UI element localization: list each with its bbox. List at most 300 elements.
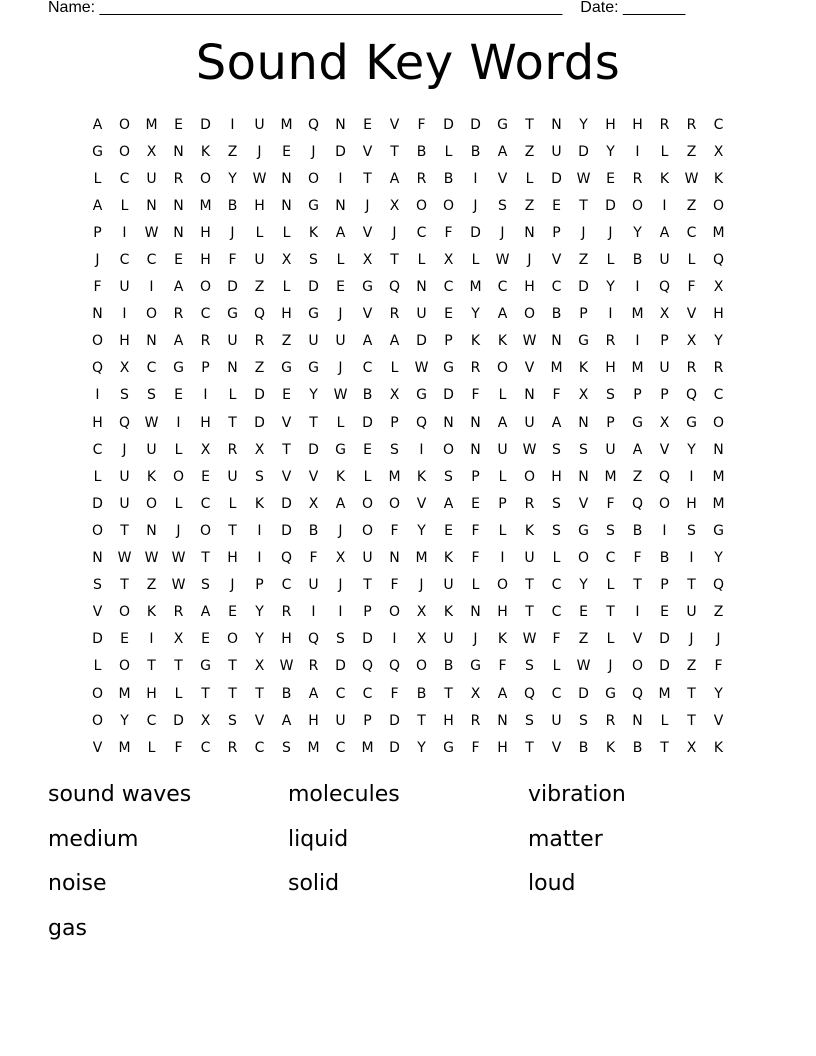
grid-letter: E [660, 604, 669, 621]
grid-letter: F [471, 387, 480, 404]
grid-letter: B [551, 306, 562, 323]
grid-letter: S [93, 577, 102, 594]
grid-letter: U [227, 333, 238, 350]
grid-letter: H [497, 604, 508, 621]
grid-letter: R [227, 441, 238, 458]
grid-letter: F [444, 224, 453, 241]
word-bank-item: sound waves [48, 782, 192, 807]
grid-letter: N [497, 712, 508, 729]
grid-letter: P [606, 414, 615, 431]
grid-letter: O [145, 495, 158, 512]
grid-letter: T [363, 170, 372, 187]
grid-letter: Y [714, 550, 723, 567]
grid-letter: Z [227, 143, 238, 160]
grid-letter: Z [632, 468, 643, 485]
grid-letter: J [500, 224, 505, 241]
grid-letter: T [201, 550, 210, 567]
grid-letter: W [144, 224, 159, 241]
grid-letter: H [524, 279, 535, 296]
grid-letter: E [471, 495, 480, 512]
grid-letter: R [470, 712, 481, 729]
grid-letter: L [363, 468, 372, 485]
grid-letter: F [390, 522, 399, 539]
grid-letter: N [173, 197, 184, 214]
grid-letter: K [146, 468, 157, 485]
grid-letter: C [362, 360, 373, 377]
grid-letter: T [228, 522, 237, 539]
grid-letter: A [173, 279, 184, 296]
grid-letter: P [633, 387, 642, 404]
grid-letter: D [308, 279, 319, 296]
grid-letter: I [230, 116, 235, 133]
grid-letter: U [308, 577, 319, 594]
grid-letter: X [308, 495, 319, 512]
grid-letter: E [282, 143, 291, 160]
grid-letter: A [281, 712, 292, 729]
grid-letter: S [336, 631, 345, 648]
grid-letter: X [335, 550, 346, 567]
grid-letter: H [713, 306, 724, 323]
grid-letter: U [416, 306, 427, 323]
grid-letter: F [606, 495, 615, 512]
grid-letter: R [173, 306, 184, 323]
grid-letter: K [146, 604, 157, 621]
grid-letter: R [686, 360, 697, 377]
grid-letter: J [338, 577, 343, 594]
grid-letter: H [200, 224, 211, 241]
grid-letter: D [335, 658, 346, 675]
grid-letter: Y [417, 739, 426, 756]
grid-letter: D [578, 279, 589, 296]
grid-letter: I [662, 197, 667, 214]
grid-letter: Q [253, 306, 266, 323]
grid-letter: J [338, 306, 343, 323]
grid-letter: X [146, 143, 157, 160]
grid-letter: M [415, 550, 428, 567]
grid-letter: B [632, 252, 643, 269]
grid-letter: K [470, 333, 481, 350]
word-bank-item: gas [48, 916, 87, 942]
grid-letter: F [93, 279, 102, 296]
grid-letter: B [632, 522, 643, 539]
grid-letter: L [336, 252, 345, 269]
grid-letter: R [389, 306, 400, 323]
grid-letter: T [120, 522, 129, 539]
grid-letter: O [118, 658, 131, 675]
grid-letter: U [524, 550, 535, 567]
word-bank-item: vibration [528, 782, 626, 807]
grid-letter: S [606, 387, 615, 404]
grid-letter: T [147, 658, 156, 675]
grid-letter: E [174, 116, 183, 133]
grid-letter: D [443, 387, 454, 404]
grid-letter: O [145, 306, 158, 323]
grid-letter: M [388, 468, 401, 485]
grid-letter: P [363, 604, 372, 621]
grid-letter: P [471, 468, 480, 485]
grid-letter: X [470, 685, 481, 702]
grid-letter: U [119, 468, 130, 485]
grid-letter: H [443, 712, 454, 729]
grid-letter: E [201, 468, 210, 485]
grid-letter: E [282, 387, 291, 404]
grid-letter: T [687, 577, 696, 594]
grid-letter: O [91, 685, 104, 702]
grid-letter: P [390, 414, 399, 431]
grid-letter: K [254, 495, 265, 512]
header-fields [48, 0, 685, 20]
grid-letter: R [632, 170, 643, 187]
grid-letter: F [471, 739, 480, 756]
grid-letter: A [308, 685, 319, 702]
grid-letter: O [496, 360, 509, 377]
grid-letter: P [363, 712, 372, 729]
grid-letter: L [552, 550, 561, 567]
grid-letter: A [497, 143, 508, 160]
grid-letter: D [578, 143, 589, 160]
grid-letter: L [687, 252, 696, 269]
grid-letter: N [92, 550, 103, 567]
grid-letter: N [416, 279, 427, 296]
grid-letter: G [173, 360, 184, 377]
grid-letter: S [228, 712, 237, 729]
grid-letter: H [686, 495, 697, 512]
grid-letter: R [605, 333, 616, 350]
grid-letter: T [255, 685, 264, 702]
grid-letter: Q [523, 685, 536, 702]
grid-letter: C [119, 170, 130, 187]
grid-letter: X [389, 387, 400, 404]
grid-letter: P [498, 495, 507, 512]
grid-letter: F [498, 658, 507, 675]
grid-letter: L [228, 495, 237, 512]
grid-letter: V [578, 495, 589, 512]
grid-letter: F [687, 279, 696, 296]
grid-letter: S [525, 658, 534, 675]
grid-letter: T [228, 685, 237, 702]
grid-letter: L [120, 197, 129, 214]
grid-letter: G [308, 306, 319, 323]
grid-letter: H [200, 414, 211, 431]
grid-letter: V [632, 631, 643, 648]
grid-letter: F [714, 658, 723, 675]
grid-letter: C [713, 387, 724, 404]
grid-letter: B [227, 197, 238, 214]
grid-letter: W [495, 252, 510, 269]
grid-letter: B [281, 685, 292, 702]
grid-letter: C [416, 224, 427, 241]
grid-letter: X [200, 712, 211, 729]
grid-letter: N [146, 197, 157, 214]
grid-letter: S [687, 522, 696, 539]
grid-letter: D [281, 495, 292, 512]
grid-letter: X [659, 306, 670, 323]
grid-letter: O [523, 306, 536, 323]
grid-letter: T [282, 441, 291, 458]
grid-letter: A [497, 306, 508, 323]
grid-letter: D [578, 685, 589, 702]
grid-letter: U [659, 252, 670, 269]
grid-letter: R [173, 170, 184, 187]
grid-letter: G [308, 360, 319, 377]
grid-letter: V [551, 252, 562, 269]
grid-letter: B [443, 170, 454, 187]
grid-letter: L [444, 143, 453, 160]
grid-letter: R [605, 712, 616, 729]
grid-letter: Y [309, 387, 318, 404]
grid-letter: T [417, 712, 426, 729]
grid-letter: R [470, 360, 481, 377]
grid-letter: L [660, 712, 669, 729]
grid-letter: R [173, 604, 184, 621]
grid-letter: O [712, 414, 725, 431]
grid-letter: D [254, 387, 265, 404]
grid-letter: Y [714, 685, 723, 702]
grid-letter: W [414, 360, 429, 377]
grid-letter: W [144, 550, 159, 567]
grid-letter: U [227, 468, 238, 485]
grid-letter: U [524, 414, 535, 431]
grid-letter: A [497, 414, 508, 431]
grid-letter: V [281, 414, 292, 431]
grid-letter: T [174, 658, 183, 675]
grid-letter: X [389, 197, 400, 214]
grid-letter: L [174, 441, 183, 458]
word-bank-item: noise [48, 871, 107, 897]
grid-letter: V [659, 441, 670, 458]
grid-letter: C [551, 604, 562, 621]
grid-letter: L [174, 685, 183, 702]
grid-letter: Y [606, 143, 615, 160]
grid-letter: A [389, 170, 400, 187]
grid-letter: U [497, 441, 508, 458]
grid-letter: O [307, 170, 320, 187]
grid-letter: F [390, 577, 399, 594]
grid-letter: E [174, 387, 183, 404]
grid-letter: E [228, 604, 237, 621]
grid-letter: X [119, 360, 130, 377]
grid-letter: Y [255, 604, 264, 621]
grid-letter: G [443, 360, 454, 377]
grid-letter: Z [254, 279, 265, 296]
grid-letter: W [279, 658, 294, 675]
grid-letter: I [203, 387, 208, 404]
grid-letter: E [363, 116, 372, 133]
grid-letter: O [118, 143, 131, 160]
grid-letter: F [552, 631, 561, 648]
grid-letter: C [146, 360, 157, 377]
grid-letter: C [605, 550, 616, 567]
grid-letter: K [497, 631, 508, 648]
grid-letter: S [120, 387, 129, 404]
grid-letter: K [578, 360, 589, 377]
grid-letter: L [417, 252, 426, 269]
grid-letter: G [335, 441, 346, 458]
grid-letter: C [254, 739, 265, 756]
grid-letter: D [551, 170, 562, 187]
grid-letter: W [333, 387, 348, 404]
grid-letter: H [254, 197, 265, 214]
grid-letter: I [689, 550, 694, 567]
grid-letter: X [362, 252, 373, 269]
grid-letter: K [713, 739, 724, 756]
grid-letter: S [606, 522, 615, 539]
grid-letter: Q [631, 685, 644, 702]
grid-letter: S [552, 441, 561, 458]
grid-letter: E [201, 631, 210, 648]
grid-letter: K [200, 143, 211, 160]
grid-letter: I [122, 306, 127, 323]
grid-letter: M [712, 495, 725, 512]
grid-letter: Z [686, 143, 697, 160]
grid-letter: A [389, 333, 400, 350]
word-bank [48, 778, 768, 957]
grid-letter: V [362, 224, 373, 241]
grid-letter: C [146, 712, 157, 729]
grid-letter: M [361, 739, 374, 756]
grid-letter: T [120, 577, 129, 594]
grid-letter: V [254, 712, 265, 729]
grid-letter: U [335, 333, 346, 350]
grid-letter: I [149, 631, 154, 648]
grid-letter: Q [307, 631, 320, 648]
grid-letter: U [254, 116, 265, 133]
grid-letter: C [713, 116, 724, 133]
grid-letter: Y [606, 279, 615, 296]
grid-letter: N [173, 224, 184, 241]
grid-letter: Q [631, 495, 644, 512]
grid-letter: Y [579, 116, 588, 133]
grid-letter: Q [361, 658, 374, 675]
grid-letter: L [390, 360, 399, 377]
grid-letter: W [522, 631, 537, 648]
grid-letter: D [335, 143, 346, 160]
grid-letter: U [443, 631, 454, 648]
grid-letter: P [660, 387, 669, 404]
grid-letter: E [444, 306, 453, 323]
grid-letter: F [309, 550, 318, 567]
grid-letter: L [93, 468, 102, 485]
grid-letter: E [336, 279, 345, 296]
grid-letter: C [686, 224, 697, 241]
grid-letter: P [660, 333, 669, 350]
grid-letter: O [91, 712, 104, 729]
grid-letter: Y [714, 333, 723, 350]
grid-letter: T [525, 604, 534, 621]
grid-letter: U [551, 143, 562, 160]
grid-letter: D [443, 116, 454, 133]
grid-letter: I [338, 604, 343, 621]
grid-letter: O [712, 197, 725, 214]
grid-letter: X [686, 333, 697, 350]
grid-letter: P [552, 224, 561, 241]
grid-letter: Q [415, 414, 428, 431]
grid-letter: F [417, 116, 426, 133]
grid-letter: G [470, 658, 481, 675]
grid-letter: J [419, 577, 424, 594]
grid-letter: N [524, 387, 535, 404]
grid-letter: F [552, 387, 561, 404]
grid-letter: I [500, 550, 505, 567]
grid-letter: Z [254, 360, 265, 377]
grid-letter: Z [713, 604, 724, 621]
grid-letter: G [281, 360, 292, 377]
word-bank-item: matter [528, 826, 603, 852]
grid-letter: S [390, 441, 399, 458]
grid-letter: C [497, 279, 508, 296]
grid-letter: A [497, 685, 508, 702]
grid-letter: I [392, 631, 397, 648]
grid-letter: H [227, 550, 238, 567]
grid-letter: V [92, 739, 103, 756]
grid-letter: K [659, 170, 670, 187]
grid-letter: G [578, 522, 589, 539]
grid-letter: D [659, 631, 670, 648]
word-bank-item: loud [528, 871, 576, 897]
grid-letter: G [605, 685, 616, 702]
grid-letter: C [119, 252, 130, 269]
grid-letter: K [416, 468, 427, 485]
grid-letter: I [122, 224, 127, 241]
grid-letter: K [443, 550, 454, 567]
grid-letter: R [200, 333, 211, 350]
grid-letter: W [576, 658, 591, 675]
grid-letter: W [144, 414, 159, 431]
grid-letter: J [230, 577, 235, 594]
grid-letter: O [523, 468, 536, 485]
grid-letter: H [605, 116, 616, 133]
grid-letter: J [473, 197, 478, 214]
grid-letter: M [118, 685, 131, 702]
grid-letter: T [309, 414, 318, 431]
grid-letter: U [551, 712, 562, 729]
grid-letter: C [335, 739, 346, 756]
grid-letter: L [282, 224, 291, 241]
grid-letter: O [442, 441, 455, 458]
grid-letter: B [470, 143, 481, 160]
grid-letter: N [551, 116, 562, 133]
grid-letter: D [254, 414, 265, 431]
grid-letter: G [308, 197, 319, 214]
grid-letter: I [257, 550, 262, 567]
date-field-label: Date: _______ [580, 0, 686, 16]
page-title: Sound Key Words [195, 35, 621, 91]
grid-letter: O [361, 522, 374, 539]
grid-letter: Y [633, 224, 642, 241]
grid-letter: T [390, 143, 399, 160]
grid-letter: D [227, 279, 238, 296]
grid-letter: O [118, 604, 131, 621]
grid-letter: D [281, 522, 292, 539]
grid-letter: W [252, 170, 267, 187]
grid-letter: Y [417, 522, 426, 539]
grid-letter: J [338, 360, 343, 377]
grid-letter: O [361, 495, 374, 512]
grid-letter: Z [578, 631, 589, 648]
grid-letter: D [605, 197, 616, 214]
grid-letter: P [255, 577, 264, 594]
grid-letter: Z [524, 143, 535, 160]
grid-letter: I [176, 414, 181, 431]
grid-letter: J [95, 252, 100, 269]
grid-letter: L [498, 522, 507, 539]
grid-letter: L [282, 279, 291, 296]
grid-letter: N [335, 197, 346, 214]
grid-letter: J [176, 522, 181, 539]
grid-letter: T [228, 414, 237, 431]
grid-letter: M [712, 224, 725, 241]
grid-letter: A [92, 197, 103, 214]
